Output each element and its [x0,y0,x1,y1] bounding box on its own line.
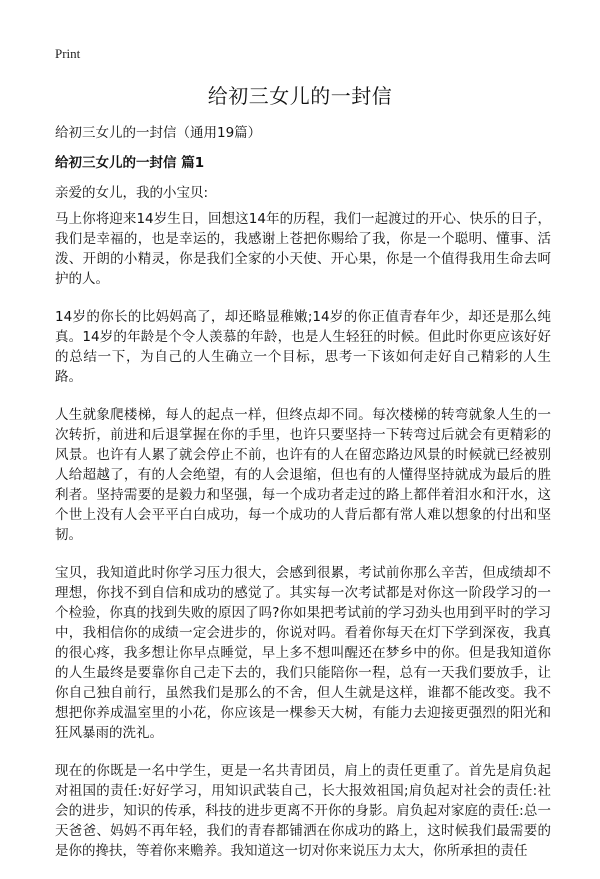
paragraph-3: 人生就象爬楼梯，每人的起点一样，但终点却不同。每次楼梯的转弯就象人生的一次转折，前进和后退掌握在你的手里，也许只要坚持一下转弯过后就会有更精彩的风景。也许有人累了就会停止不前，也许有的人在留恋路边风景的时候就已经被别人给超越了，有的人会绝望，有的人会退缩，但也有的人懂得坚持就成为最后的胜利者。坚持需要的是毅力和坚强，每一个成功者走过的路上都伴着泪水和汗水，这个世上没有人会平平白白成功，每一个成功的人背后都有常人难以想象的付出和坚韧。 [55,407,551,543]
section-heading: 给初三女儿的一封信 篇1 [55,155,205,171]
print-link[interactable]: Print [55,46,81,61]
paragraph-1: 马上你将迎来14岁生日，回想这14年的历程，我们一起渡过的开心、快乐的日子，我们是幸福的，也是幸运的，我感谢上苍把你赐给了我，你是一个聪明、懂事、活泼、开朗的小精灵，你是我们全家的小天使、开心果，你是一个值得我用生命去呵护的人。 [55,211,551,287]
paragraph-2: 14岁的你长的比妈妈高了，却还略显稚嫩;14岁的你正值青春年少，却还是那么纯真。14岁的年龄是个令人羡慕的年龄，也是人生轻狂的时候。但此时你更应该好好的总结一下，为自己的人生确立一个目标，思考一下该如何走好自己精彩的人生路。 [55,309,551,385]
paragraph-5: 现在的你既是一名中学生，更是一名共青团员，肩上的责任更重了。首先是肩负起对祖国的责任:好好学习，用知识武装自己，长大报效祖国;肩负起对社会的责任:社会的进步，知识的传承，科技的进步更离不开你的身影。肩负起对家庭的责任:总一天爸爸、妈妈不再年轻，我们的青春都铺洒在你成功的路上，这时候我们最需要的是你的搀扶，等着你来赡养。我知道这一切对你来说压力太大，你所承担的责任 [55,763,551,859]
page-title: 给初三女儿的一封信 [207,84,393,108]
letter-body [55,209,551,879]
document-subtitle: 给初三女儿的一封信（通用19篇） [55,125,262,141]
letter-greeting: 亲爱的女儿，我的小宝贝: [55,185,209,201]
paragraph-4: 宝贝，我知道此时你学习压力很大，会感到很累，考试前你那么辛苦，但成绩却不理想，你找不到自信和成功的感觉了。其实每一次考试都是对你这一阶段学习的一个检验，你真的找到失败的原因了吗?你如果把考试前的学习劲头也用到平时的学习中，我相信你的成绩一定会进步的，你说对吗。看着你每天在灯下学到深夜，我真的很心疼，我多想让你早点睡觉，早上多不想叫醒还在梦乡中的你。但是我知道你的人生最终是要靠你自己走下去的，我们只能陪你一程，总有一天我们要放手，让你自己独自前行，虽然我们是那么的不舍，但人生就是这样，谁都不能改变。我不想把你养成温室里的小花，你应该是一棵参天大树，有能力去迎接更强烈的阳光和狂风暴雨的洗礼。 [55,565,551,741]
